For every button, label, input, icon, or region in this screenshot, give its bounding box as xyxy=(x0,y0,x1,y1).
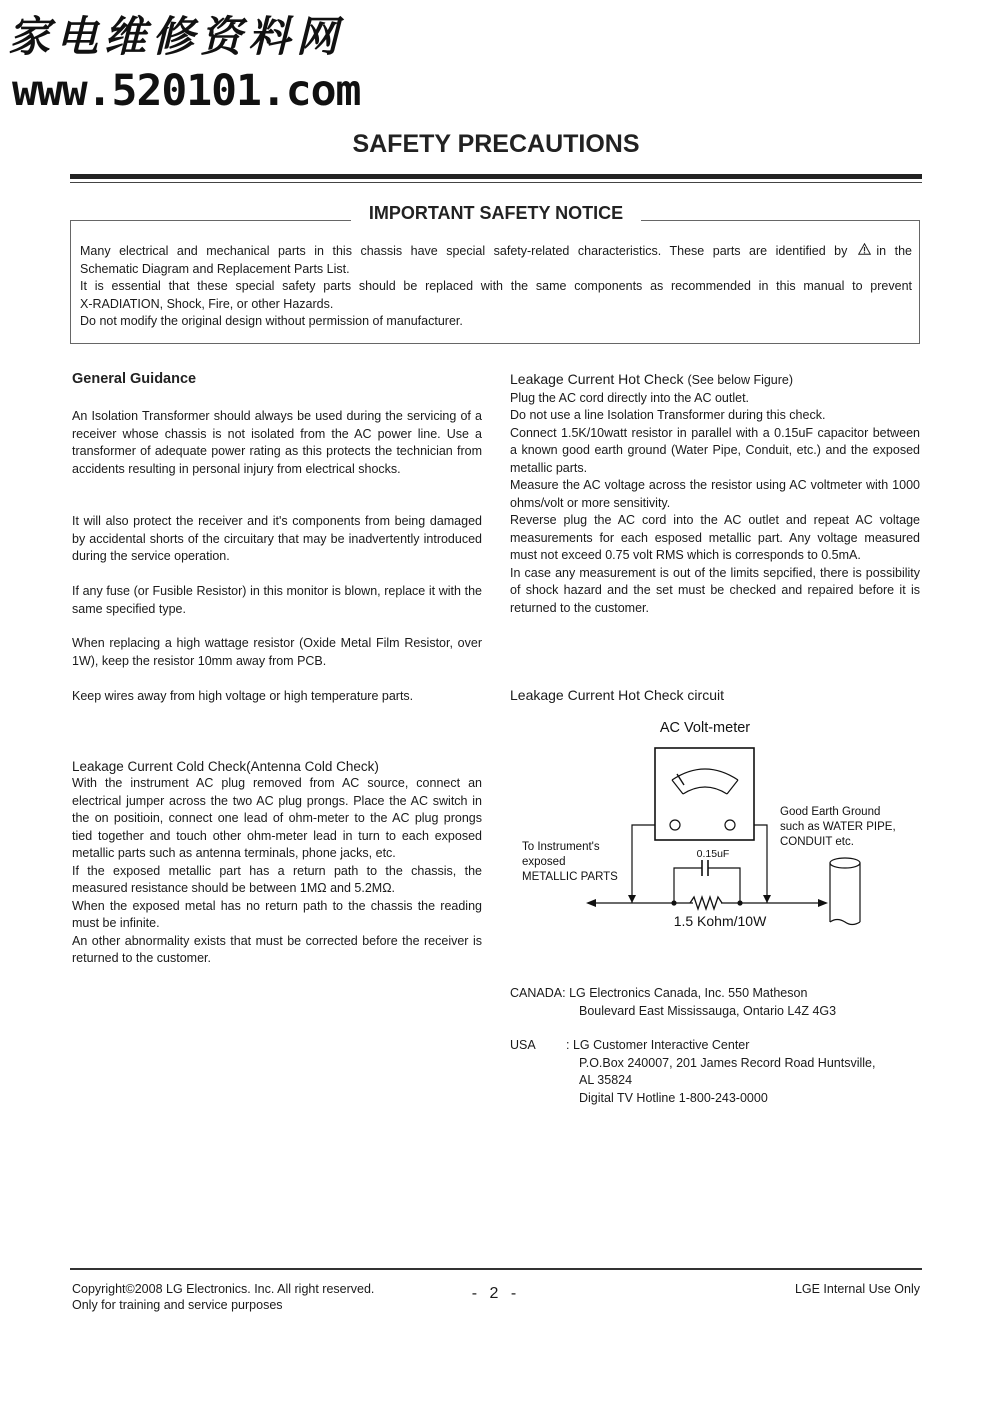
usa-label: USA xyxy=(510,1038,536,1052)
safety-notice-heading: IMPORTANT SAFETY NOTICE xyxy=(351,203,641,223)
notice-line-4: X-RADIATION, Shock, Fire, or other Hazards. xyxy=(80,296,334,311)
contacts-block xyxy=(510,985,920,1107)
general-p5: Keep wires away from high voltage or high temperature parts. xyxy=(72,689,414,703)
main-line-arrow-right xyxy=(818,899,828,907)
cold-check-heading: Leakage Current Cold Check(Antenna Cold Check) xyxy=(72,759,379,774)
main-line-arrow-left xyxy=(586,899,596,907)
footer-rule xyxy=(70,1268,922,1270)
watermark-chinese: 家电维修资料网 xyxy=(8,12,345,61)
notice-line-3: It is essential that these special safety parts should be replaced with the same components as recommended in this manual to prevent xyxy=(80,279,912,293)
safety-notice-heading-wrap xyxy=(0,203,992,224)
usa-line-2: P.O.Box 240007, 201 James Record Road Huntsville, xyxy=(579,1055,876,1070)
cold-check-p2: If the exposed metallic part has a return path to the chassis, the measured resistance should be between 1MΩ and 5.2MΩ. xyxy=(72,863,482,895)
hot-check-body xyxy=(510,371,920,617)
meter-lead-left xyxy=(632,825,655,903)
notice-line-5: Do not modify the original design without permission of manufacturer. xyxy=(80,314,463,328)
cold-check-p3: When the exposed metal has no return path to the chassis the reading must be infinite. xyxy=(72,898,482,930)
notice-line-1: Many electrical and mechanical parts in this chassis have special safety-related characteristics. These parts are identified by in the xyxy=(80,244,912,258)
resistor-label: 1.5 Kohm/10W xyxy=(673,913,767,929)
hot-check-p6: In case any measurement is out of the limits sepcified, there is possibility of shock hazard and the set must be checked and repaired before it is returned to the customer. xyxy=(510,565,920,615)
general-p4: When replacing a high wattage resistor (Oxide Metal Film Resistor, over 1W), keep the resistor 10mm away from PCB. xyxy=(72,636,482,668)
usa-row xyxy=(510,1037,920,1055)
meter-lead-right xyxy=(754,825,767,903)
general-p3: If any fuse (or Fusible Resistor) in this monitor is blown, replace it with the same specified type. xyxy=(72,584,482,616)
hot-check-l2: Do not use a line Isolation Transformer during this check. xyxy=(510,408,826,422)
watermark-url: www.520101.com xyxy=(12,66,361,116)
meter-label: AC Volt-meter xyxy=(659,720,751,736)
general-p1: An Isolation Transformer should always be used during the servicing of a receiver whose chassis is not isolated from the AC power line. Use a transformer of adequate power rating as this protects the technician from accidents resulting in personal injury from electrical shocks. xyxy=(72,409,482,476)
hot-check-heading: Leakage Current Hot Check (See below Figure) xyxy=(510,371,794,387)
meter-scale-arc-outer xyxy=(672,769,738,780)
footer-copyright: Copyright©2008 LG Electronics. Inc. All right reserved. xyxy=(72,1282,375,1296)
left-label-3: METALLIC PARTS xyxy=(522,871,618,883)
meter-scale-edge-right xyxy=(727,780,738,794)
right-label-3: CONDUIT etc. xyxy=(780,836,854,848)
usa-line-1: : LG Customer Interactive Center xyxy=(566,1038,750,1052)
cold-check-p4: An other abnormality exists that must be corrected before the receiver is returned to the customer. xyxy=(72,933,482,965)
cold-check-body xyxy=(72,775,482,968)
page-number: - 2 - xyxy=(471,1285,521,1302)
canada-line-2: Boulevard East Mississauga, Ontario L4Z 4G3 xyxy=(579,1003,837,1018)
left-label-1: To Instrument's xyxy=(522,841,600,853)
canada-line-1: LG Electronics Canada, Inc. 550 Matheson xyxy=(569,986,808,1000)
title-rule-thick xyxy=(70,174,922,179)
meter-terminal-right xyxy=(725,820,735,830)
general-guidance-heading: General Guidance xyxy=(72,371,197,387)
lead-arrow-left xyxy=(628,895,636,903)
capacitor-label: 0.15uF xyxy=(696,848,730,860)
footer-internal: LGE Internal Use Only xyxy=(794,1282,920,1296)
canada-row xyxy=(510,985,920,1003)
hot-check-circuit-diagram xyxy=(500,710,920,950)
usa-line-4: Digital TV Hotline 1-800-243-0000 xyxy=(579,1090,768,1105)
safety-notice-text xyxy=(80,243,912,331)
cold-check-p1: With the instrument AC plug removed from AC source, connect an electrical jumper across the two AC plug prongs. Place the AC switch in the on positioin, connect one lead of ohm-meter to the AC plug prongs tied together and touch other ohm-meter lead in turn to each exposed metallic parts such as antenna terminals, phone jacks, etc. xyxy=(72,776,482,860)
hot-check-p4: Measure the AC voltage across the resistor using AC voltmeter with 1000 ohms/volt or more sensitivity. xyxy=(510,478,920,510)
notice-line-2: Schematic Diagram and Replacement Parts List. xyxy=(80,261,350,276)
footer-training: Only for training and service purposes xyxy=(72,1298,283,1312)
hot-check-p5: Reverse plug the AC cord into the AC outlet and repeat AC voltage measurements for each esposed metallic part. Any voltage measured must not exceed 0.75 volt RMS which is corresponds to 0.5mA. xyxy=(510,513,920,562)
canada-label: CANADA: xyxy=(510,986,566,1000)
right-label-2: such as WATER PIPE, xyxy=(780,821,896,833)
meter-scale-arc-inner xyxy=(683,787,727,794)
meter-terminal-left xyxy=(670,820,680,830)
usa-line-3: AL 35824 xyxy=(579,1073,633,1087)
left-label-2: exposed xyxy=(522,856,566,868)
lead-arrow-right xyxy=(763,895,771,903)
hot-check-p3: Connect 1.5K/10watt resistor in parallel with a 0.15uF capacitor between a known good earth ground (Water Pipe, Conduit, etc.) and the exposed metallic parts. xyxy=(510,425,920,475)
circuit-title: Leakage Current Hot Check circuit xyxy=(510,687,724,703)
general-p2: It will also protect the receiver and it's components from being damaged by accidental shorts of the circuitary that may be inadvertently introduced during the service operation. xyxy=(72,514,482,563)
right-label-1: Good Earth Ground xyxy=(780,806,881,818)
hot-check-l1: Plug the AC cord directly into the AC outlet. xyxy=(510,390,750,405)
page-title: SAFETY PRECAUTIONS xyxy=(352,130,640,158)
earth-ground-pipe xyxy=(830,858,860,925)
title-rule-thin xyxy=(70,182,922,183)
